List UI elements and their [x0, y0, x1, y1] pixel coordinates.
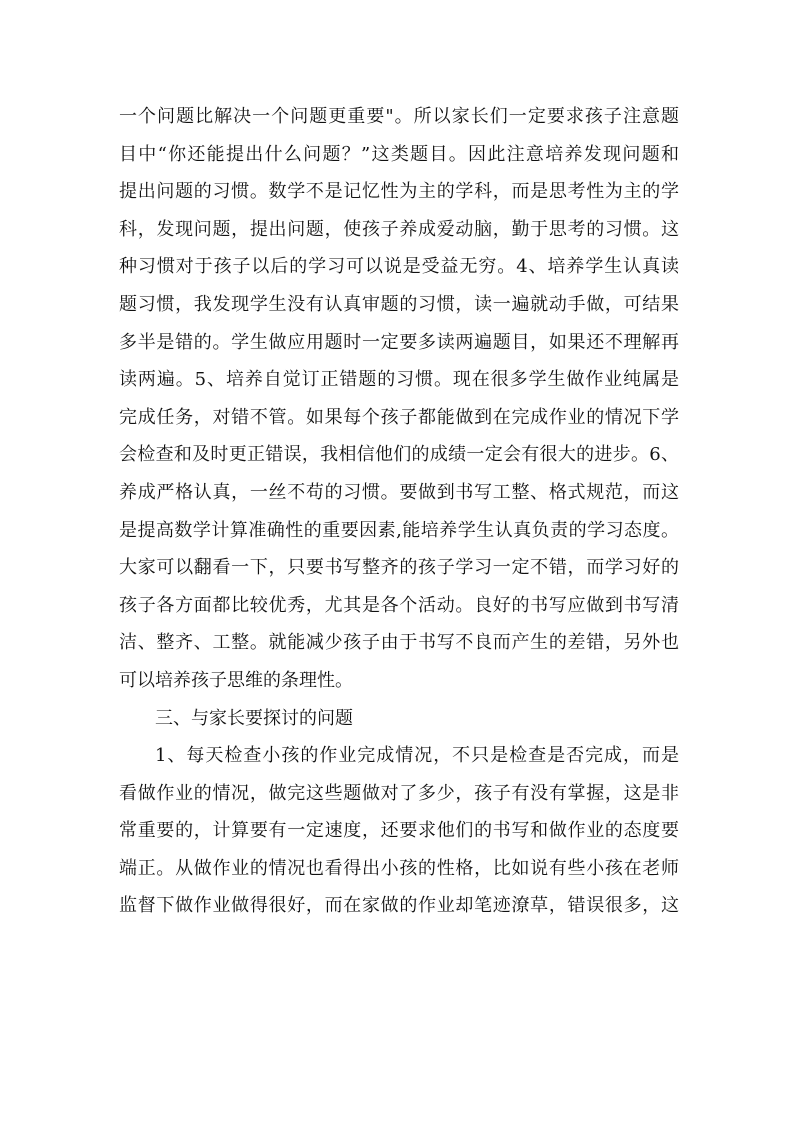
- text-line: 是提高数学计算准确性的重要因素,能培养学生认真负责的学习态度。: [119, 519, 679, 541]
- paragraph-first-line: 1、每天检查小孩的作业完成情况，不只是检查是否完成，而是: [155, 745, 679, 767]
- text-line: 常重要的，计算要有一定速度，还要求他们的书写和做作业的态度要: [119, 820, 679, 842]
- text-line: 大家可以翻看一下，只要书写整齐的孩子学习一定不错，而学习好的: [119, 557, 679, 579]
- text-line: 完成任务，对错不管。如果每个孩子都能做到在完成作业的情况下学: [119, 406, 679, 428]
- text-line: 读两遍。5、培养自觉订正错题的习惯。现在很多学生做作业纯属是: [119, 369, 679, 391]
- text-line: 目中“你还能提出什么问题？”这类题目。因此注意培养发现问题和: [119, 143, 679, 165]
- text-line: 看做作业的情况，做完这些题做对了多少，孩子有没有掌握，这是非: [119, 782, 679, 804]
- text-line: 多半是错的。学生做应用题时一定要多读两遍题目，如果还不理解再: [119, 331, 679, 353]
- text-line: 端正。从做作业的情况也看得出小孩的性格，比如说有些小孩在老师: [119, 857, 679, 879]
- text-line: 洁、整齐、工整。就能减少孩子由于书写不良而产生的差错，另外也: [119, 632, 679, 654]
- text-line: 孩子各方面都比较优秀，尤其是各个活动。良好的书写应做到书写清: [119, 594, 679, 616]
- text-line: 题习惯，我发现学生没有认真审题的习惯，读一遍就动手做，可结果: [119, 293, 679, 315]
- document-body: [119, 98, 679, 925]
- section-heading: 三、与家长要探讨的问题: [155, 707, 353, 729]
- paragraph-last-line: 可以培养孩子思维的条理性。: [119, 669, 353, 691]
- text-line: 科，发现问题，提出问题，使孩子养成爱动脑，勤于思考的习惯。这: [119, 218, 679, 240]
- text-line: 种习惯对于孩子以后的学习可以说是受益无穷。4、培养学生认真读: [119, 256, 679, 278]
- text-line: 提出问题的习惯。数学不是记忆性为主的学科，而是思考性为主的学: [119, 181, 679, 203]
- text-line: 一个问题比解决一个问题更重要"。所以家长们一定要求孩子注意题: [119, 106, 679, 127]
- text-line: 监督下做作业做得很好，而在家做的作业却笔迹潦草，错误很多，这: [119, 895, 679, 917]
- text-line: 会检查和及时更正错误，我相信他们的成绩一定会有很大的进步。6、: [119, 444, 679, 466]
- text-line: 养成严格认真，一丝不苟的习惯。要做到书写工整、格式规范，而这: [119, 481, 679, 503]
